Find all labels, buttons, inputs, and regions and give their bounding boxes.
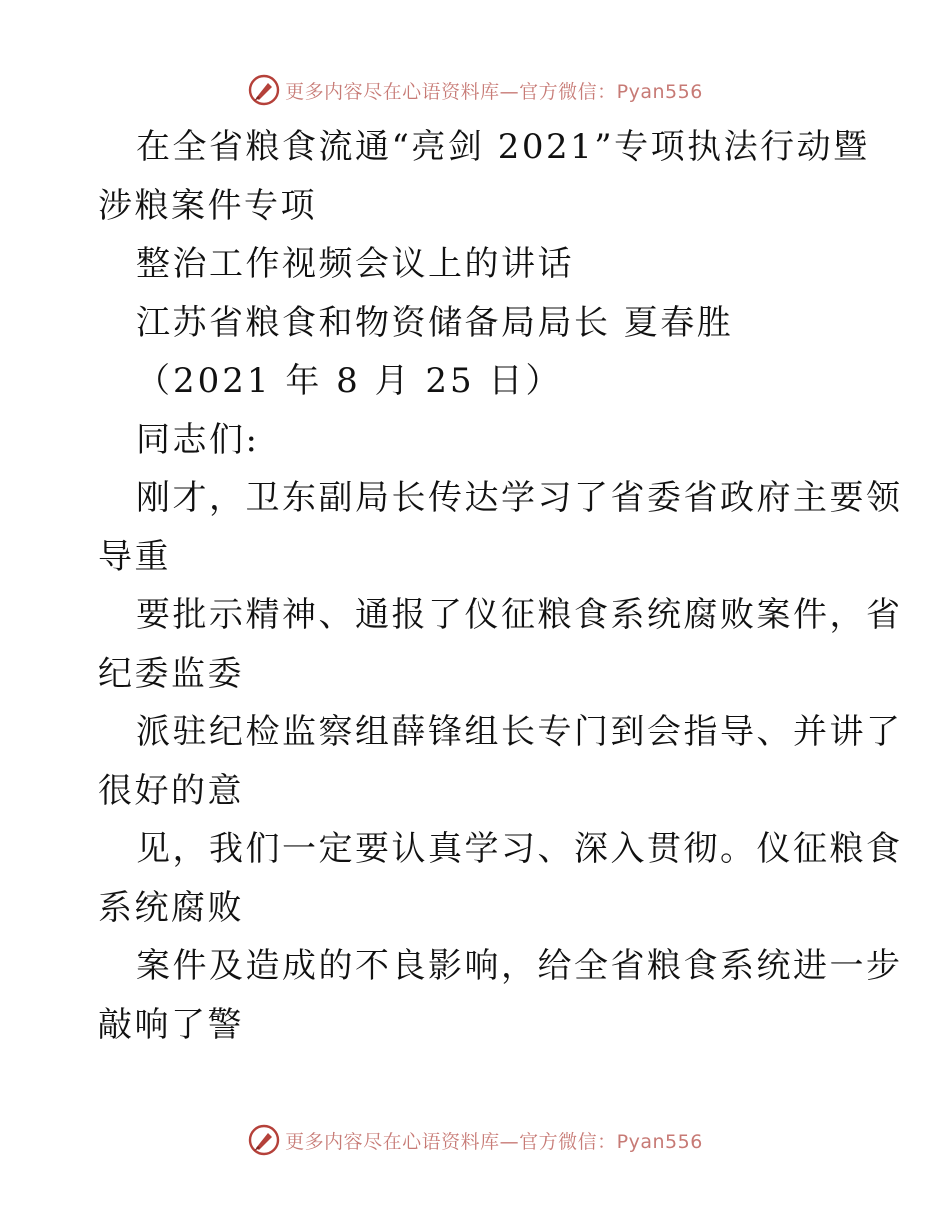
pen-nib-logo-icon	[247, 73, 281, 107]
text-line: 刚才，卫东副局长传达学习了省委省政府主要领	[136, 478, 903, 518]
text-line: 整治工作视频会议上的讲话	[136, 244, 574, 284]
text-line: 见，我们一定要认真学习、深入贯彻。仪征粮食	[136, 829, 903, 869]
watermark-text-top: 更多内容尽在心语资料库—官方微信：Pyan556	[285, 80, 703, 103]
text-line: 导重	[98, 536, 171, 577]
text-line: 派驻纪检监察组薛锋组长专门到会指导、并讲了	[136, 712, 903, 752]
date-line: （2021 年 8 月 25 日）	[136, 361, 563, 401]
salutation-line: 同志们:	[136, 419, 260, 460]
text-line: 涉粮案件专项	[98, 185, 317, 226]
text-line: 在全省粮食流通“亮剑 2021”专项执法行动暨	[136, 127, 870, 167]
text-line: 敲响了警	[98, 1004, 244, 1045]
pen-nib-logo-icon	[247, 1123, 281, 1157]
document-body	[98, 118, 903, 1054]
text-line: 案件及造成的不良影响，给全省粮食系统进一步	[136, 946, 903, 986]
text-line: 江苏省粮食和物资储备局局长 夏春胜	[136, 302, 734, 343]
text-line: 很好的意	[98, 770, 244, 811]
text-line: 系统腐败	[98, 887, 244, 928]
watermark-banner-top	[0, 70, 950, 110]
watermark-banner-bottom	[0, 1120, 950, 1160]
text-line: 要批示精神、通报了仪征粮食系统腐败案件，省	[136, 595, 903, 635]
text-line: 纪委监委	[98, 653, 244, 694]
watermark-text-bottom: 更多内容尽在心语资料库—官方微信：Pyan556	[285, 1130, 703, 1153]
